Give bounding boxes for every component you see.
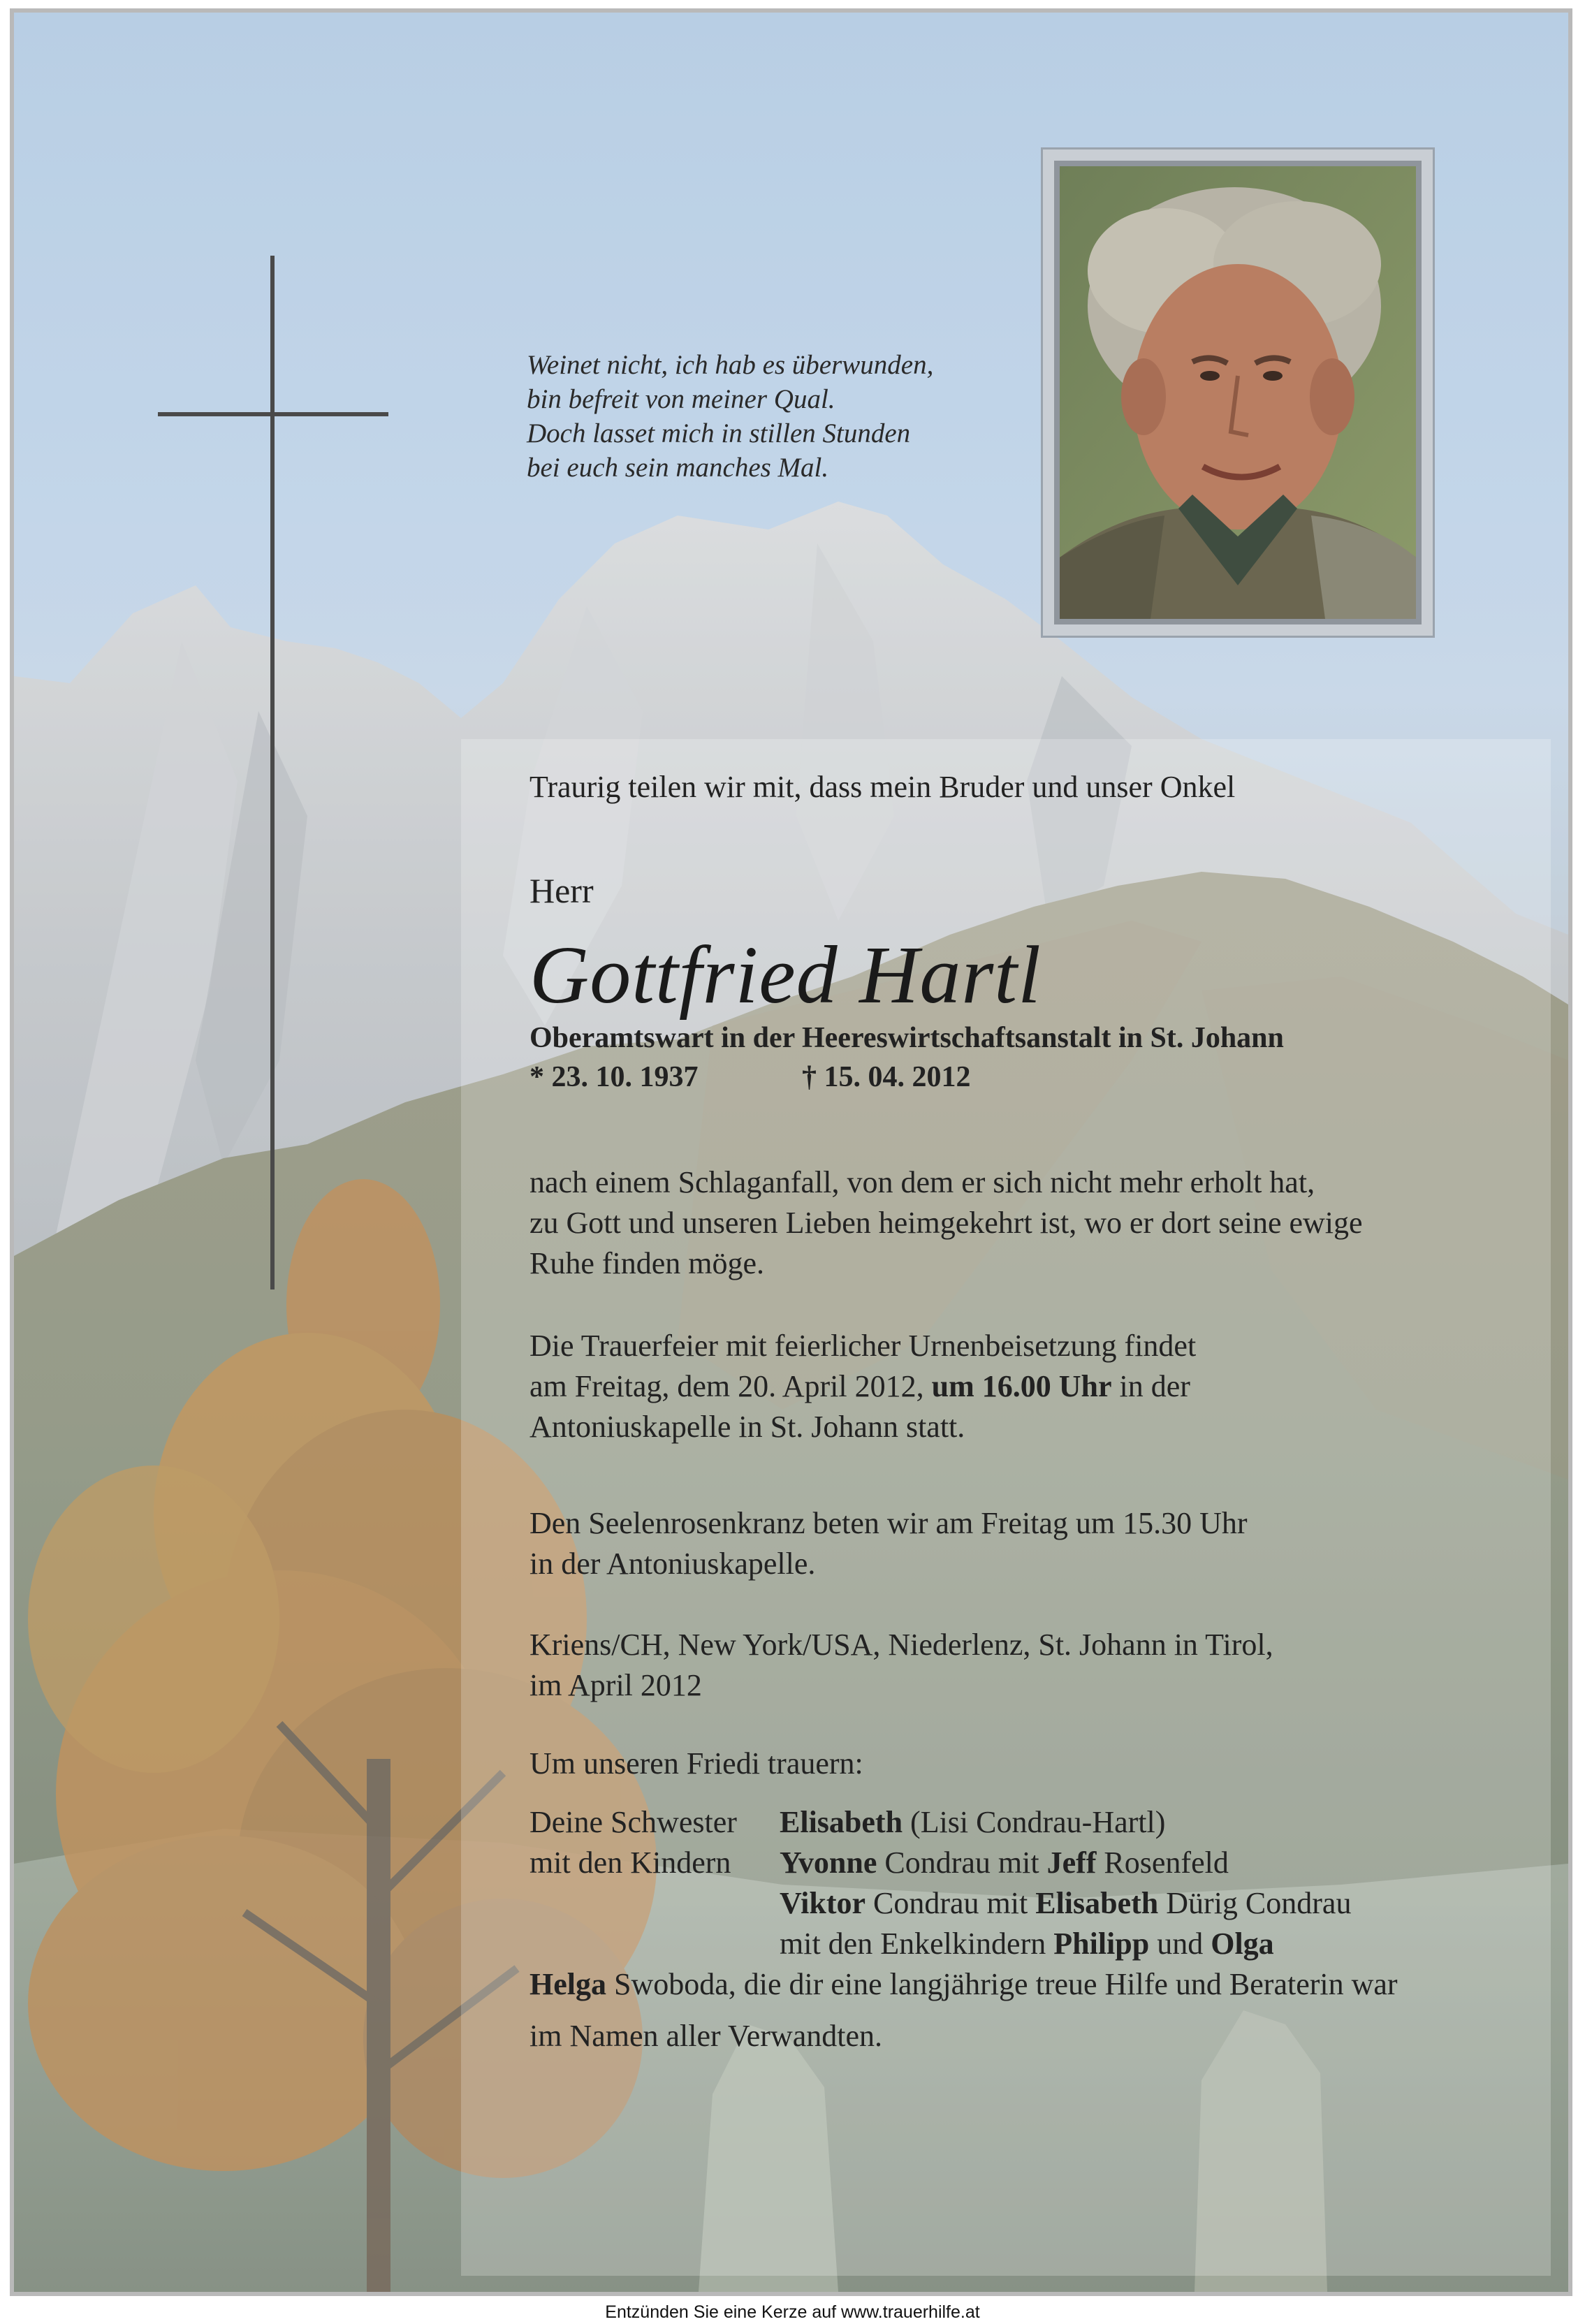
closing-line: im Namen aller Verwandten. [529,2019,883,2053]
deceased-name: Gottfried Hartl [529,929,1042,1021]
mourner-name: Elisabeth [1035,1886,1159,1920]
paragraph-line [529,1366,1196,1407]
paragraph-line: nach einem Schlaganfall, von dem er sich nicht mehr erholt hat, [529,1165,1315,1199]
mourner-name: Olga [1211,1927,1274,1961]
mourner-row [529,1802,1398,1843]
mourner-names [780,1802,1165,1843]
mourner-detail: Condrau mit [884,1846,1039,1880]
place-date-paragraph [529,1625,1273,1706]
birth-date: * 23. 10. 1937 [529,1061,699,1093]
deceased-role: Oberamtswart in der Heereswirtschaftsanstalt in St. Johann [529,1022,1284,1054]
candle-link-footer[interactable]: Entzünden Sie eine Kerze auf www.trauerhilfe.at [605,2302,980,2322]
mourner-names [780,1924,1274,1964]
verse-line: Doch lasset mich in stillen Stunden [527,418,911,448]
mourner-row [529,1964,1398,2005]
paragraph-line: zu Gott und unseren Lieben heimgekehrt ist, wo er dort seine ewige [529,1206,1363,1240]
paragraph-line: in der Antoniuskapelle. [529,1547,816,1581]
mourner-name: Philipp [1053,1927,1150,1961]
paragraph-line: Die Trauerfeier mit feierlicher Urnenbeisetzung findet [529,1329,1197,1363]
mourner-row [529,1843,1398,1883]
rosary-paragraph [529,1503,1248,1584]
life-dates [529,1059,971,1095]
mourner-detail: und [1157,1927,1204,1961]
mourner-detail: mit den Enkelkindern [780,1927,1046,1961]
mourner-relation: Deine Schwester [529,1805,737,1839]
verse-line: bei euch sein manches Mal. [527,453,829,483]
mourner-name: Elisabeth [780,1805,903,1839]
mourner-detail: Condrau mit [873,1886,1028,1920]
cross-vertical-bar [270,256,275,1289]
memorial-verse [527,348,1058,485]
verse-line: bin befreit von meiner Qual. [527,384,835,414]
paragraph-line: Den Seelenrosenkranz beten wir am Freitag um 15.30 Uhr [529,1506,1248,1540]
funeral-paragraph [529,1326,1196,1447]
mourner-detail: (Lisi Condrau-Hartl) [910,1805,1166,1839]
mourner-relation: mit den Kindern [529,1846,731,1880]
mourner-name: Helga [529,1967,606,2001]
funeral-date-text: am Freitag, dem 20. April 2012, [529,1369,924,1403]
mourner-row [529,1924,1398,1964]
cross-horizontal-bar [158,412,388,416]
paragraph-line: Antoniuskapelle in St. Johann statt. [529,1410,965,1444]
mourner-name: Yvonne [780,1846,877,1880]
mourner-name: Viktor [780,1886,866,1920]
death-date: † 15. 04. 2012 [802,1061,971,1093]
mourner-names [780,1883,1351,1924]
paragraph-line: im April 2012 [529,1668,702,1702]
portrait-frame [1041,147,1435,638]
paragraph-line: Ruhe finden möge. [529,1246,765,1280]
verse-line: Weinet nicht, ich hab es überwunden, [527,350,934,380]
mourner-detail: Swoboda, die dir eine langjährige treue Hilfe und Beraterin war [613,1967,1398,2001]
mourner-names [780,1843,1229,1883]
intro-line: Traurig teilen wir mit, dass mein Bruder und unser Onkel [529,770,1236,804]
mourner-name: Jeff [1046,1846,1097,1880]
funeral-time: um 16.00 Uhr [931,1369,1112,1403]
funeral-date-suffix: in der [1119,1369,1190,1403]
mourner-detail: Dürig Condrau [1166,1886,1352,1920]
mourners-heading: Um unseren Friedi trauern: [529,1746,863,1781]
mourner-row [529,1883,1398,1924]
paragraph-line: Kriens/CH, New York/USA, Niederlenz, St. Johann in Tirol, [529,1628,1273,1662]
portrait-photo [1054,161,1422,624]
mourner-detail: Rosenfeld [1104,1846,1229,1880]
obituary-card [10,8,1572,2296]
mourners-list [529,1802,1398,2005]
salutation: Herr [529,871,594,910]
passing-paragraph [529,1162,1363,1284]
